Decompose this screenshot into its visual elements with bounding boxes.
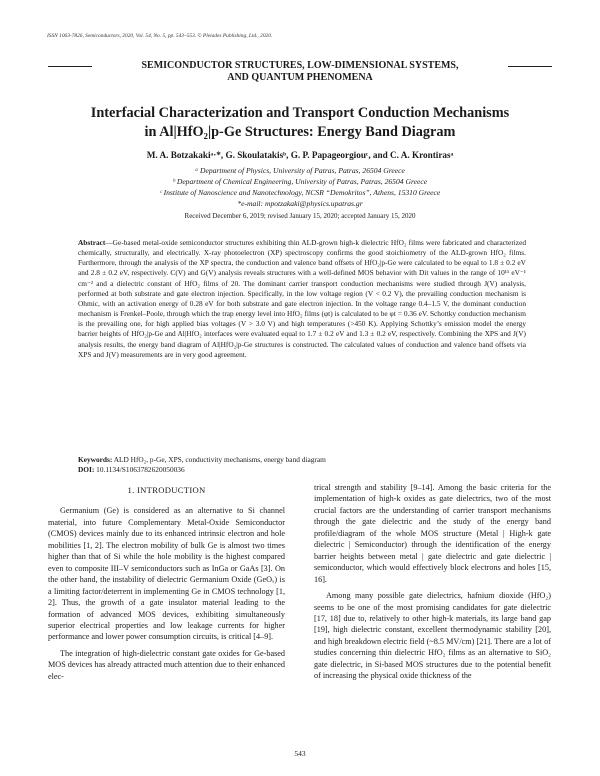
heading-rule-right	[508, 66, 552, 67]
paper-title-line-1: Interfacial Characterization and Transport Conduction Mechanisms	[90, 105, 510, 121]
section-heading-line-2: AND QUANTUM PHENOMENA	[227, 71, 373, 83]
paragraph: Among many possible gate dielectrics, hafnium dioxide (HfO₂) seems to be one of the most promising candidates for gate dielectric [17, 18] due to, relatively to other high-k materials, its large band gap [19], high dielectric constant, excellent thermodynamic stability [20], and high breakdown electric field (~8.5 MV/cm) [21]. There are a lot of studies concerning thin dielectric HfO₂ films as an alternative to SiO₂ gate dielectric, in Si-based MOS structures due to the potential benefit of increasing the physical oxide thickness of the	[314, 591, 551, 681]
abstract-label: Abstract	[78, 238, 106, 247]
author-list: M. A. Botzakakiᵃ·*, G. Skoulatakisᵇ, G. P. Papageorgiouᶜ, and C. A. Krontirasᵃ	[146, 150, 454, 160]
abstract-text: —Ge-based metal-oxide semiconductor structures exhibiting thin ALD-grown high-k dielectric HfO₂ films were fabricated and characterized chemically, structurally, and electrically. X-ray photoelectron (XP) spectroscopy confirms the good stoichiometry of the ALD-grown HfO₂ films. Furthermore, through the analysis of the XP spectra, the conduction and valence band offsets of HfO₂|p-Ge were calculated to be equal to 1.8 ± 0.2 eV and 2.8 ± 0.2 eV, respectively. C(V) and G(V) analysis reveals structures with a well-defined MOS behavior with Dit values in the range of 10¹¹ eV⁻¹ cm⁻² and a dielectric constant of HfO₂ films of 20. The dominant carrier transport conduction mechanisms were studied through J(V) analysis, performed at both substrate and gate electron injection. Specifically, in the low voltage region (V < 0.2 V), the prevailing conduction mechanism is Ohmic, with an activation energy of 0.28 eV for both substrate and gate electron injection. In the voltage range 0.4–1.5 V, the dominant conduction mechanism is Frenkel–Poole, through which the trap energy level into HfO₂ films (φt) is calculated to be φt = 0.36 eV. Schottky conduction mechanism is the prevailing one, for high applied bias voltages (V > 3.0 V) and high temperatures (>450 K). Applying Schottky’s emission model the energy barrier heights of HfO₂|p-Ge and Al|HfO₂ interfaces were evaluated equal to 1.7 ± 0.2 eV and 1.3 ± 0.2 eV, respectively. Combining the XPS and J(V) analysis results, the energy band diagram of Al|HfO₂|p-Ge structures is constructed. The calculated values of conduction and valence band offsets via XPS and J(V) measurements are in very good agreement.	[78, 238, 526, 359]
keywords-text: ALD HfO₂, p-Ge, XPS, conductivity mechanisms, energy band diagram	[113, 455, 326, 464]
keywords-label: Keywords:	[78, 455, 113, 464]
heading-rule-left	[48, 66, 92, 67]
paragraph: trical strength and stability [9–14]. Among the basic criteria for the implementation of high-k oxides as gate dielectrics, two of the most crucial factors are the understanding of carrier transport mechanisms through the gate dielectric and the study of the energy band profile/diagram of the whole MOS structure (Metal | High-k gate dielectric | Semiconductor) through the identification of the energy barrier heights between metal | gate dielectric and gate dielectric | semiconductor, which would effectively block electrons and holes [15, 16].	[314, 483, 551, 584]
right-column	[314, 482, 551, 687]
paper-title	[0, 104, 600, 142]
left-column	[48, 482, 285, 687]
keywords-block	[78, 455, 526, 475]
journal-citation-line: ISSN 1063-7826, Semiconductors, 2020, Vol. 54, No. 5, pp. 543–553. © Pleiades Publishing, Ltd., 2020.	[47, 33, 273, 39]
keywords-line	[78, 455, 526, 465]
page-number: 543	[294, 749, 306, 758]
section-heading-line-1: SEMICONDUCTOR STRUCTURES, LOW-DIMENSIONAL SYSTEMS,	[141, 60, 459, 71]
paper-title-line-2: in Al|HfO₂|p-Ge Structures: Energy Band Diagram	[144, 124, 456, 140]
section-title-introduction: 1. INTRODUCTION	[127, 485, 206, 495]
affiliation-b: ᵇ Department of Chemical Engineering, University of Patras, Patras, 26504 Greece	[172, 177, 428, 186]
paragraph: The integration of high-dielectric constant gate oxides for Ge-based MOS devices has already attracted much attention due to their enhanced elec-	[48, 648, 285, 681]
received-dates: Received December 6, 2019; revised January 15, 2020; accepted January 15, 2020	[184, 212, 416, 220]
affiliation-c: ᶜ Institute of Nanoscience and Nanotechnology, NCSR “Demokritos”, Athens, 15310 Greece	[159, 188, 441, 197]
abstract	[78, 238, 526, 360]
journal-section-heading	[0, 60, 600, 83]
doi-line	[78, 465, 526, 475]
affiliation-a: ᵃ Department of Physics, University of Patras, Patras, 26504 Greece	[195, 166, 405, 175]
paragraph: Germanium (Ge) is considered as an alternative to Si channel material, into future Complementary Metal-Oxide Semiconductor (CMOS) devices mainly due to its enhanced intrinsic electron and hole mobilities [1, 2]. The electron mobility of bulk Ge is almost two times higher than that of Si while the hole mobility is the highest compared even to composite III–V semiconductors such as InGa or GaAs [3]. On the other hand, the instability of dielectric Germanium Oxide (GeOₓ) is a limiting factor/deterrent in implementing Ge in CMOS technology [1, 2]. Thus, the growth of a gate insulator material leading to the formation of advanced MOS devices, exhibiting simultaneously superior electrical properties and low leakage currents for higher performance and lower power consumption circuits, is critical [4–9].	[48, 506, 285, 642]
doi-label: DOI:	[78, 465, 95, 475]
corresponding-email: *e-mail: mpotzakaki@physics.upatras.gr	[237, 199, 363, 208]
doi-text[interactable]: 10.1134/S1063782620050036	[96, 465, 185, 475]
